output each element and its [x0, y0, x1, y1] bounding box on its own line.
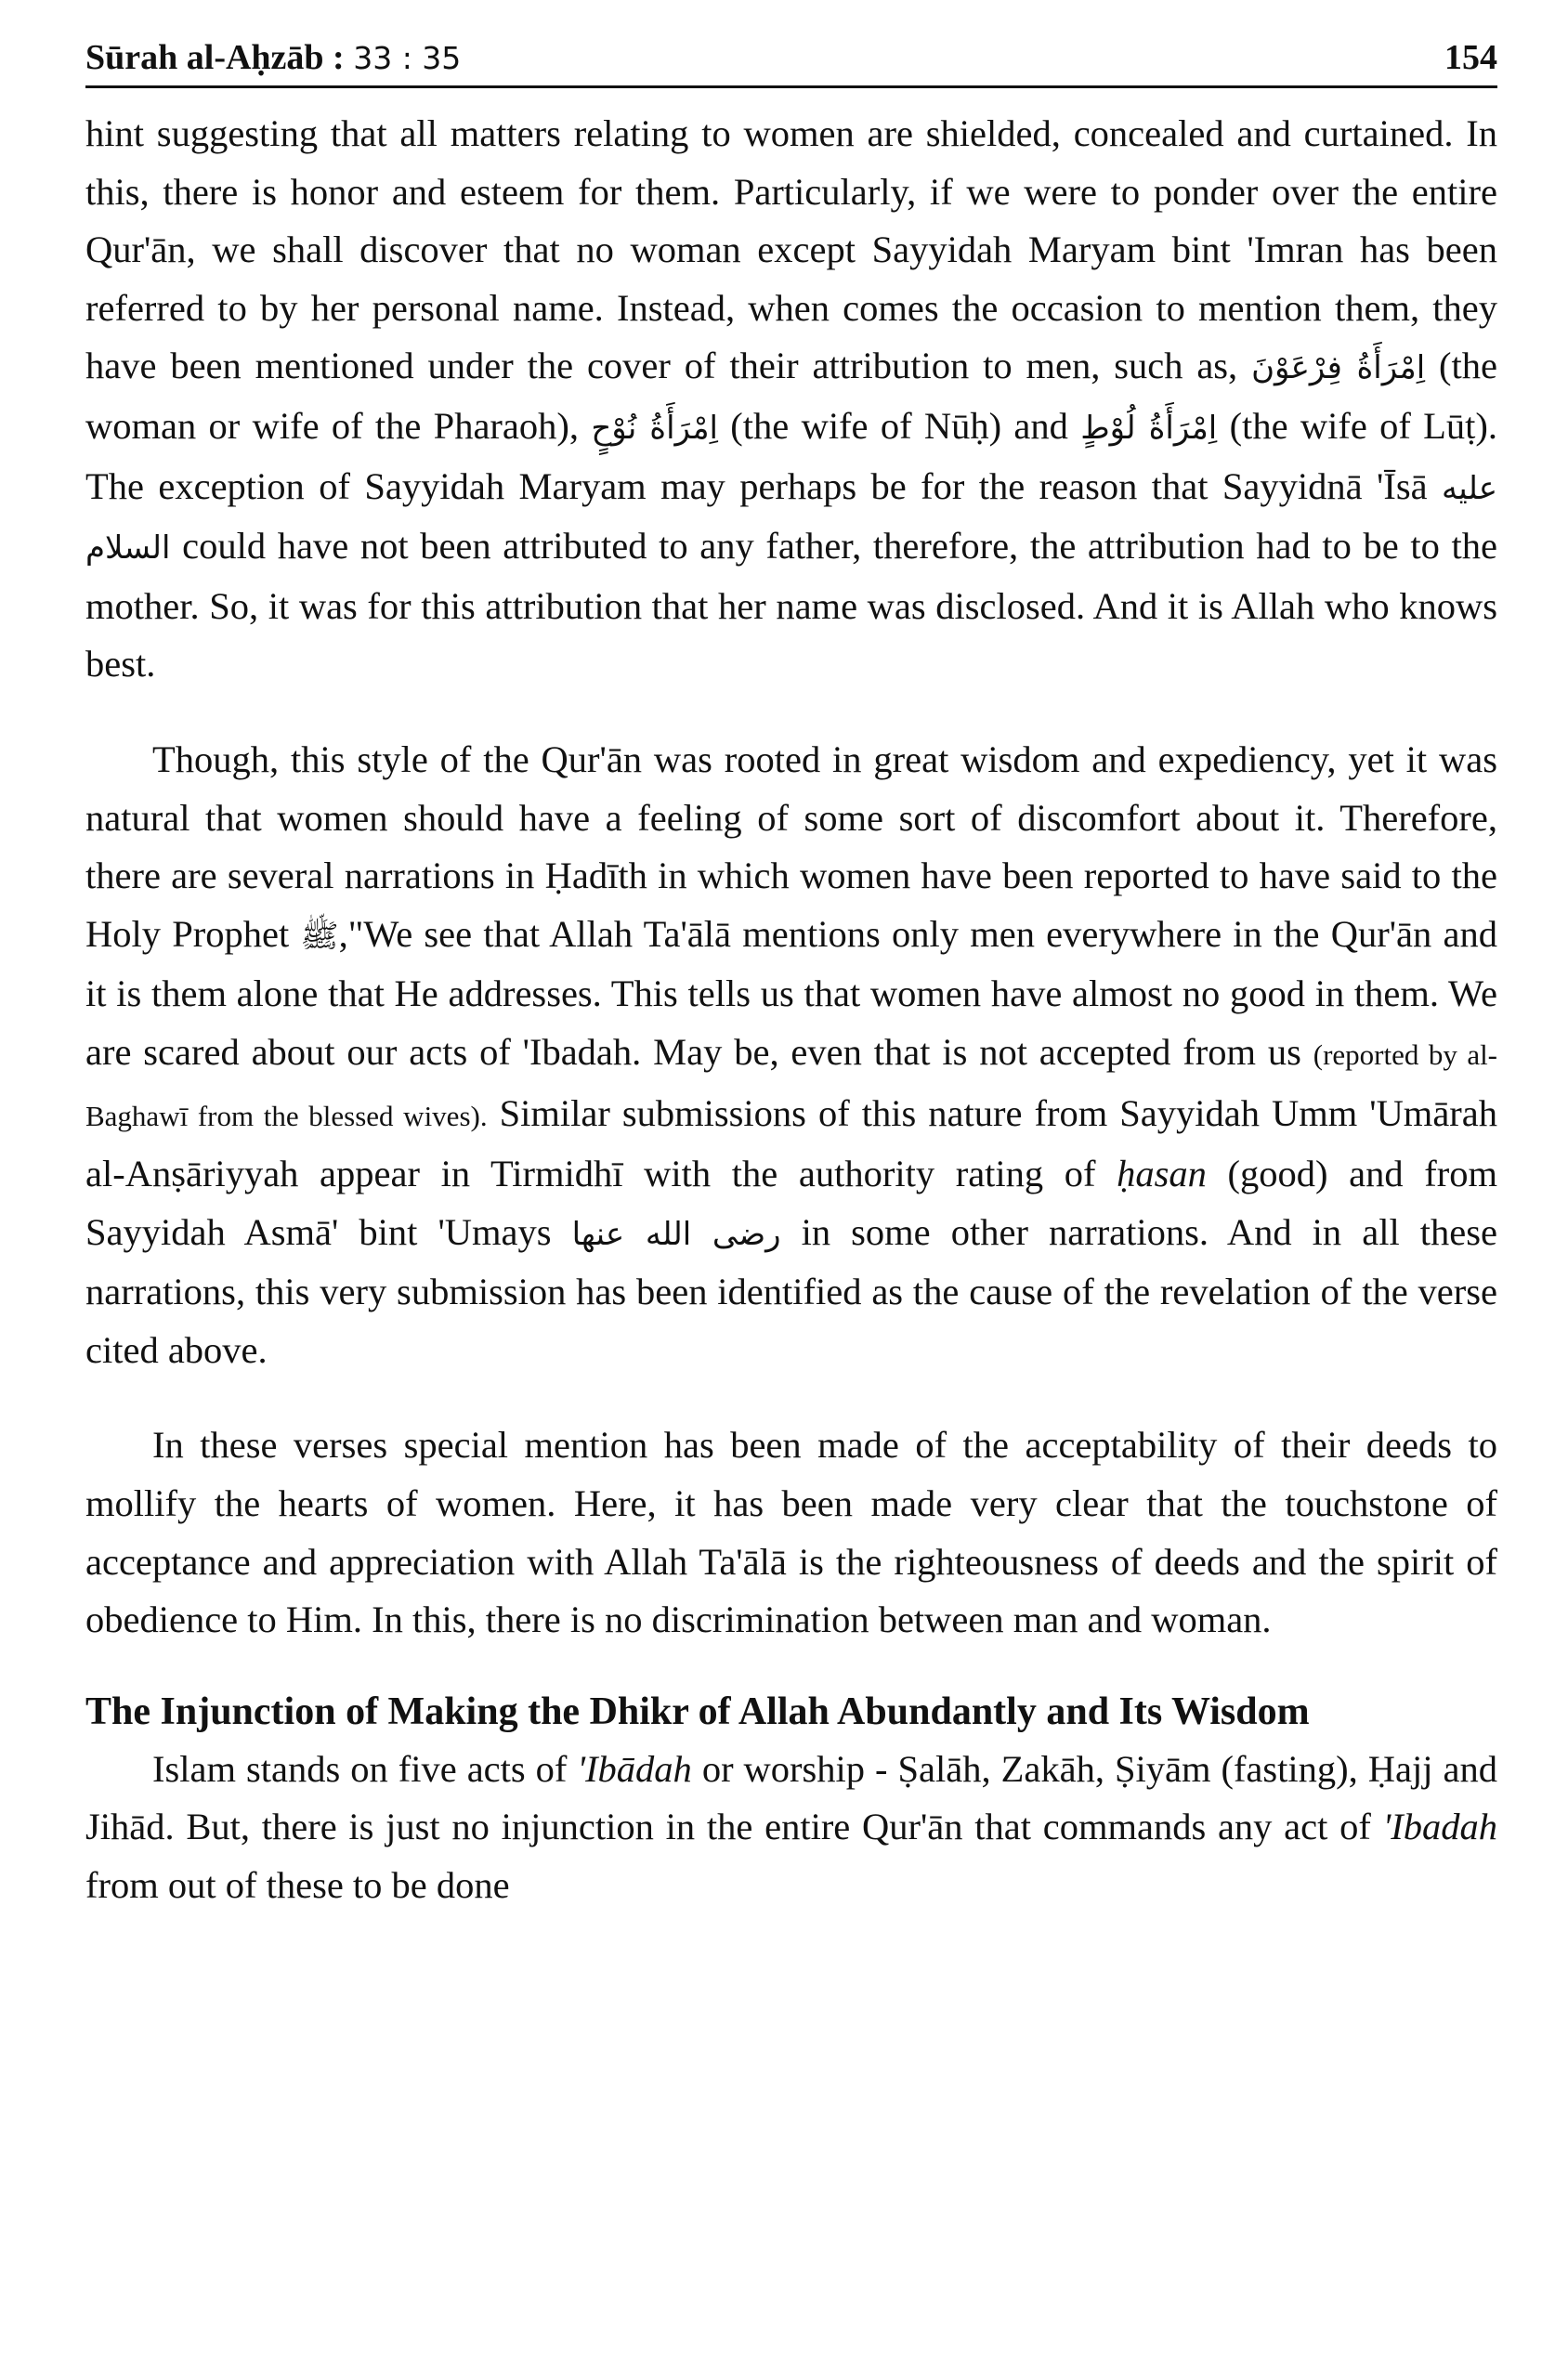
text-run: Similar submissions of this nature from Sayyidah Umm 'Umārah al-Anṣāriyyah appear in Tirmidhī with the authority rating of [85, 1091, 1498, 1195]
text-run: in some other narrations. And in all these narrations, this very submission has been identified as the cause of the revelation of the verse cited above. [85, 1210, 1497, 1371]
arabic-phrase: اِمْرَأَةُ لُوْطٍ [1080, 409, 1218, 447]
text-run: Islam stands on five acts of [152, 1747, 578, 1790]
text-run: (the wife of Lūṭ). The exception of Sayyidah Maryam may perhaps be for the reason that Sayyidnā 'Īsā [85, 404, 1498, 507]
paragraph-gap [85, 1379, 1497, 1416]
italic-term: 'Ibadah [1382, 1806, 1497, 1848]
paragraph [85, 731, 1497, 1380]
honorific-glyph: ﷺ [300, 917, 339, 955]
text-run: (the wife of Nūḥ) and [717, 404, 1081, 447]
verse-reference: 33 : 35 [353, 40, 462, 76]
page [85, 37, 1497, 1915]
paragraph [85, 1741, 1497, 1915]
running-title [85, 37, 461, 78]
text-run: (the woman or wife of the Pharaoh), [85, 345, 1498, 447]
surah-title: Sūrah al-Aḥzāb : [85, 38, 354, 77]
arabic-phrase: رضی الله عنها [571, 1215, 781, 1253]
text-run: ,"We see that Allah Ta'ālā mentions only men everywhere in the Qur'ān and it is them alone that He addresses. This tells us that women have almost no good in them. We are scared about our acts of 'Ibadah. May be, even that is not accepted from us [85, 912, 1497, 1073]
page-header [85, 37, 1497, 88]
italic-term: ḥasan [1117, 1153, 1207, 1195]
body-text [85, 105, 1497, 1915]
paragraph [85, 105, 1497, 694]
arabic-phrase: اِمْرَأَةُ نُوْحٍ [591, 409, 718, 447]
text-run: hint suggesting that all matters relating to women are shielded, concealed and curtained. In this, there is honor and esteem for them. Particularly, if we were to ponder over the entire Qur'ān, we shall discover that no woman except Sayyidah Maryam bint 'Imran has been referred to by her personal name. Instead, when comes the occasion to mention them, they have been mentioned under the cover of their attribution to men, such as, [85, 112, 1497, 387]
text-run: or worship - Ṣalāh, Zakāh, Ṣiyām (fasting), Ḥajj and Jihād. But, there is just no injunction in the entire Qur'ān that commands any act of [85, 1747, 1497, 1848]
text-run: could have not been attributed to any father, therefore, the attribution had to be to the mother. So, it was for this attribution that her name was disclosed. And it is Allah who knows best. [85, 525, 1497, 685]
page-number: 154 [1444, 38, 1497, 77]
paragraph-gap [85, 694, 1497, 731]
text-run: from out of these to be done [85, 1864, 510, 1907]
honorific-glyph: عليه السلام [85, 469, 1497, 568]
section-heading: The Injunction of Making the Dhikr of Allah Abundantly and Its Wisdom [85, 1690, 1310, 1733]
arabic-phrase: اِمْرَأَةُ فِرْعَوْنَ [1251, 349, 1426, 387]
text-run: (good) and from Sayyidah Asmā' bint 'Umays [85, 1153, 1497, 1253]
paragraph: In these verses special mention has been made of the acceptability of their deeds to mollify the hearts of women. Here, it has been made very clear that the touchstone of acceptance and appreciation with Allah Ta'ālā is the righteousness of deeds and the spirit of obedience to Him. In this, there is no discrimination between man and woman. [85, 1424, 1497, 1641]
citation-note: (reported by al-Baghawī from the blessed wives). [85, 1037, 1498, 1132]
text-run: Though, this style of the Qur'ān was rooted in great wisdom and expediency, yet it was natural that women should have a feeling of some sort of discomfort about it. Therefore, there are several narrations in Ḥadīth in which women have been reported to have said to the Holy Prophet [85, 737, 1497, 955]
italic-term: 'Ibādah [577, 1747, 692, 1790]
